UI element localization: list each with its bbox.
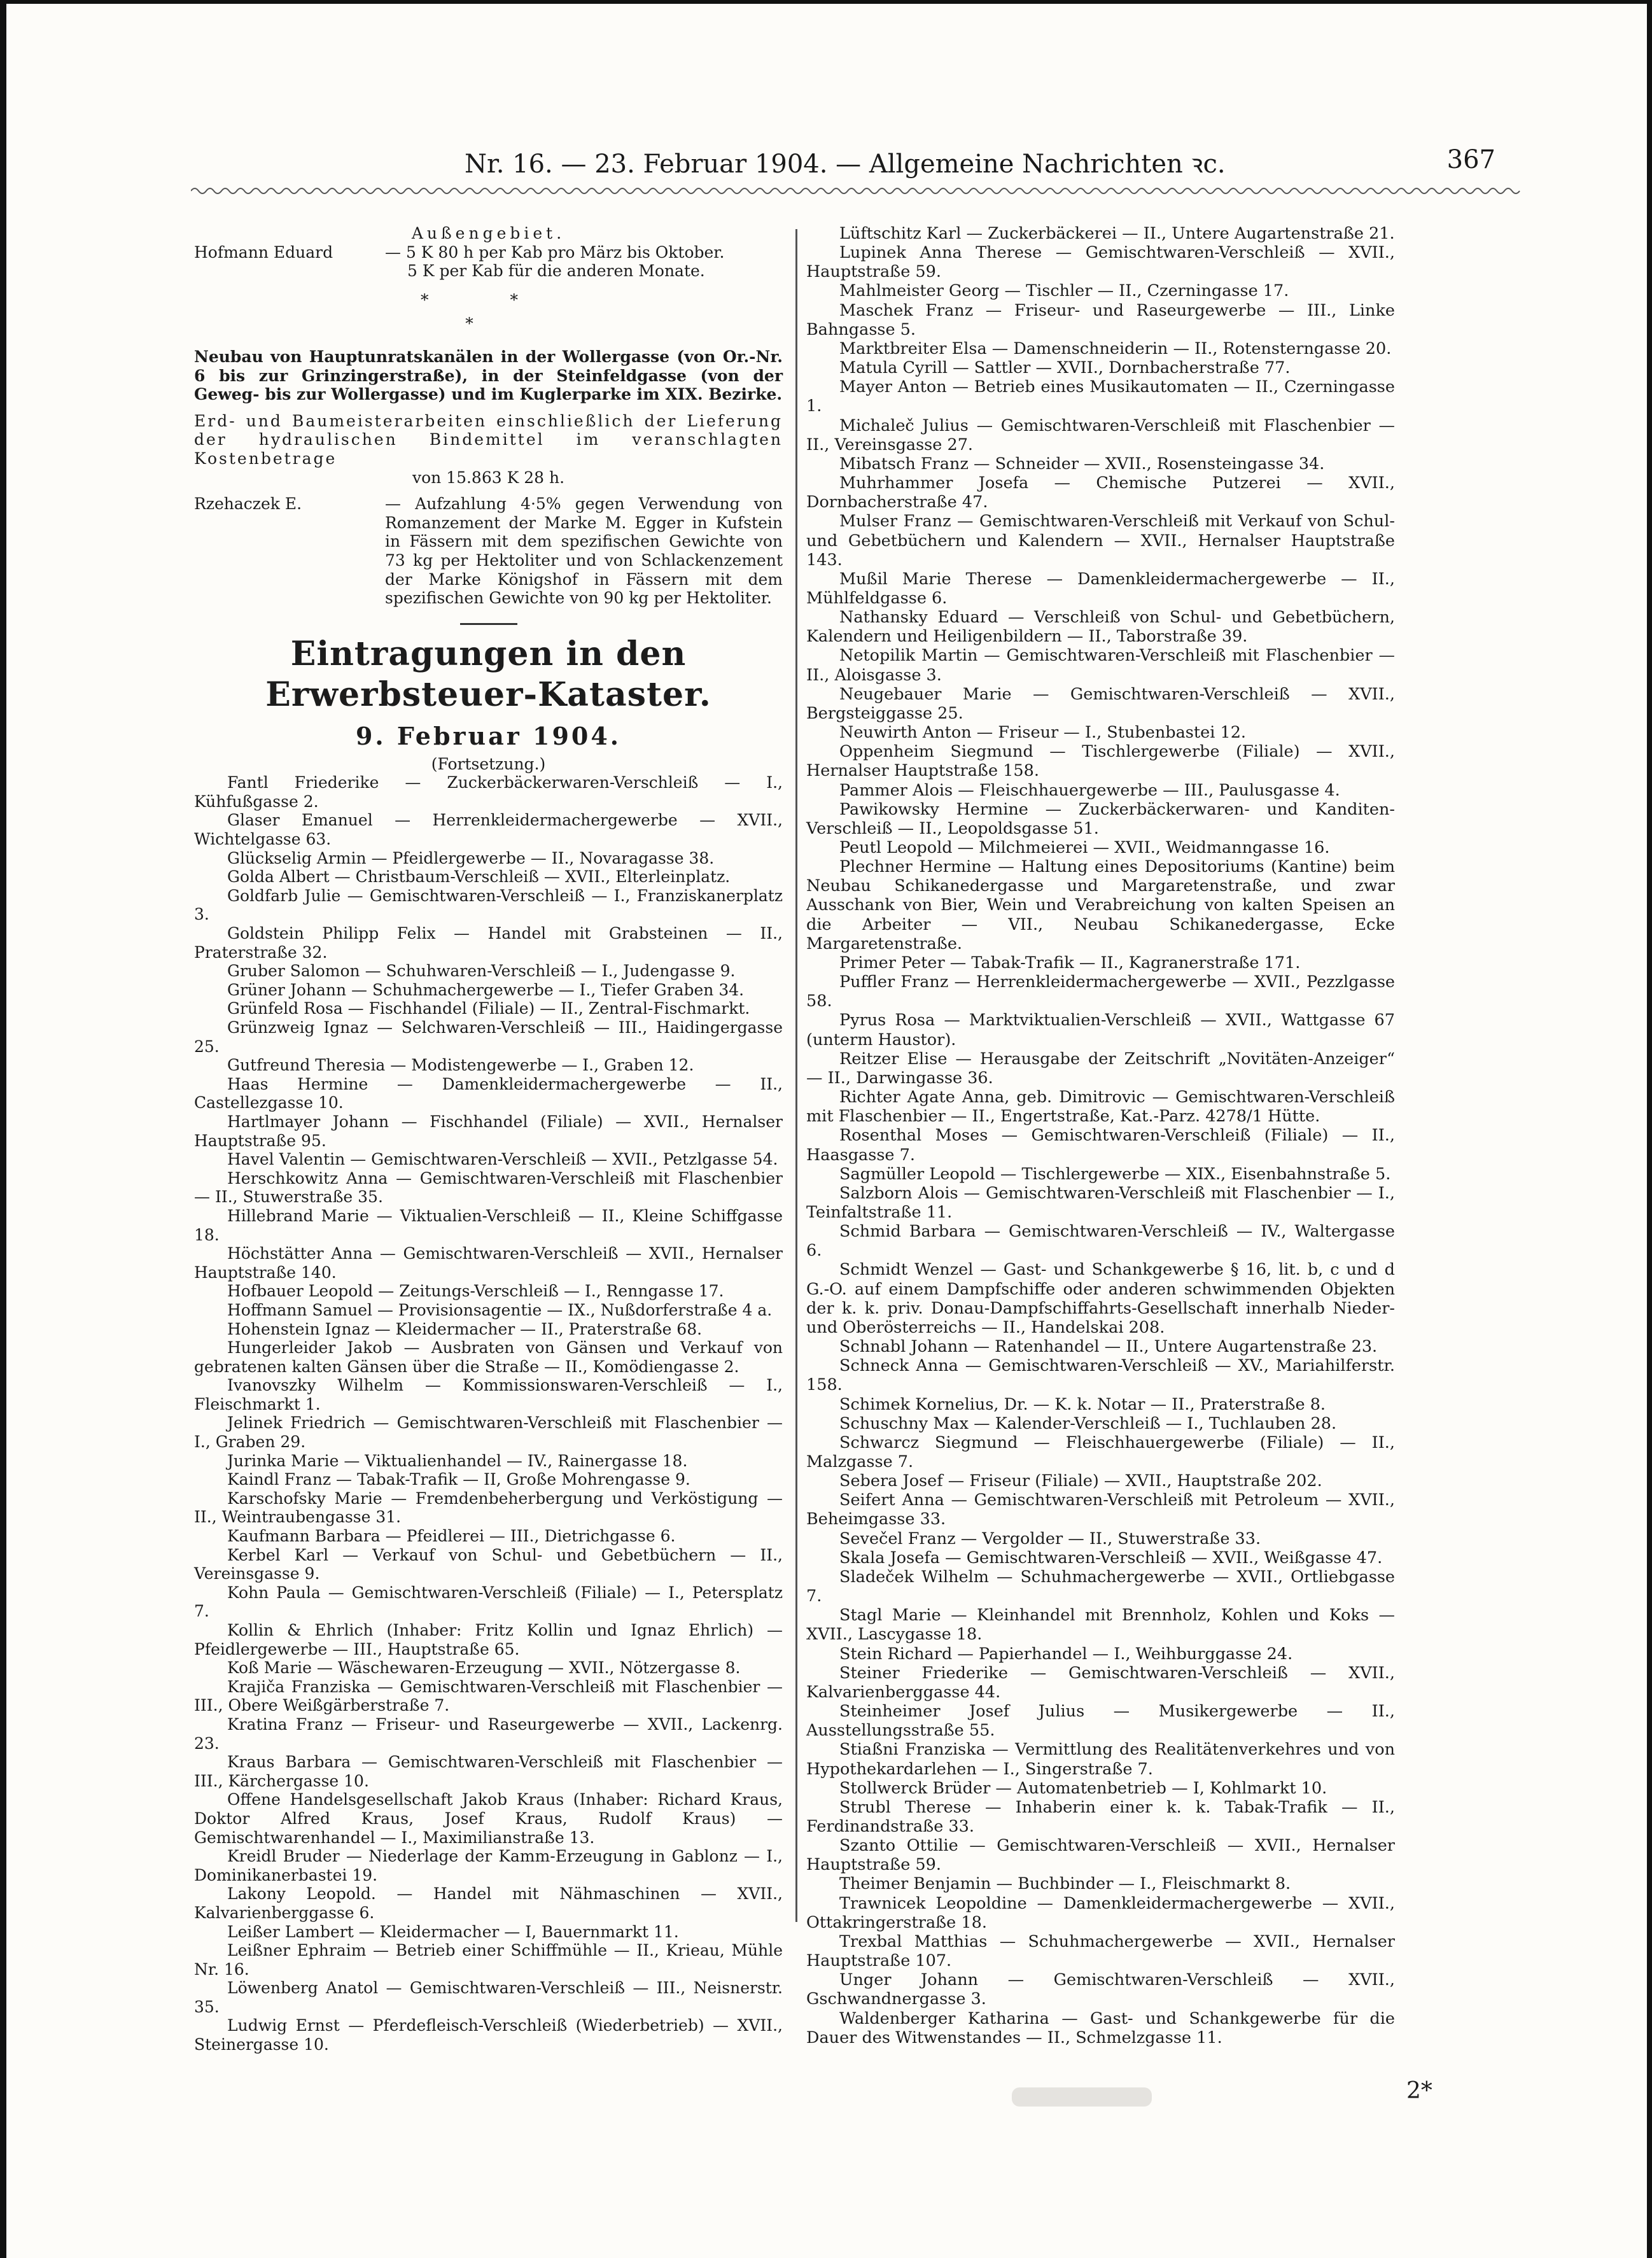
- register-entry: Neuwirth Anton — Friseur — I., Stubenbastei 12.: [839, 723, 1247, 743]
- register-entry: Hartlmayer Johann — Fischhandel (Filiale) — XVII., Hernalser Hauptstraße 95.: [194, 1112, 783, 1150]
- scan-border-left: [0, 0, 6, 2258]
- register-entry: Kreidl Bruder — Niederlage der Kamm-Erzeugung in Gablonz — I., Dominikanerbastei 19.: [194, 1847, 783, 1884]
- register-entry: Glaser Emanuel — Herrenkleidermachergewerbe — XVII., Wichtelgasse 63.: [194, 811, 783, 849]
- section-rule: [460, 623, 517, 625]
- register-entry: Kaindl Franz — Tabak-Trafik — II, Große Mohrengasse 9.: [227, 1470, 690, 1489]
- page-number: 367: [1446, 145, 1495, 174]
- register-entry: Grünfeld Rosa — Fischhandel (Filiale) — II., Zentral-Fischmarkt.: [227, 999, 750, 1018]
- neubau-title: Neubau von Hauptunratskanälen in der Wollergasse (von Or.-Nr. 6 bis zur Grinzingerstraße), in der Steinfeldgasse (von der Geweg- bis zur Wollergasse) und im Kuglerparke im XIX. Bezirke.: [194, 347, 783, 404]
- register-entry: Richter Agate Anna, geb. Dimitrovic — Gemischtwaren-Verschleiß mit Flaschenbier — II., Engertstraße, Kat.-Parz. 4278/1 Hütte.: [806, 1088, 1395, 1126]
- aussengebiet-heading: Außengebiet.: [411, 224, 566, 242]
- register-entry: Gruber Salomon — Schuhwaren-Verschleiß — I., Judengasse 9.: [227, 962, 736, 981]
- register-entry: Matula Cyrill — Sattler — XVII., Dornbacherstraße 77.: [839, 358, 1291, 378]
- register-entry: Schneck Anna — Gemischtwaren-Verschleiß — XV., Mariahilferstr. 158.: [806, 1356, 1395, 1395]
- running-head-text: Nr. 16. — 23. Februar 1904. — Allgemeine Nachrichten ꝛc.: [465, 150, 1226, 179]
- register-entry: Muhrhammer Josefa — Chemische Putzerei — XVII., Dornbacherstraße 47.: [806, 473, 1395, 512]
- register-entry: Schmidt Wenzel — Gast- und Schankgewerbe § 16, lit. b, c und d G.-O. auf einem Dampfschiffe oder anderen schwimmenden Objekten der k. k. priv. Donau-Dampfschiffahrts-Gesellschaft innerhalb Nieder- und Oberösterreichs — II., Handelskai 208.: [806, 1260, 1395, 1337]
- register-entry: Michaleč Julius — Gemischtwaren-Verschleiß mit Flaschenbier — II., Vereinsgasse 27.: [806, 416, 1395, 454]
- register-entry: Gutfreund Theresia — Modistengewerbe — I., Graben 12.: [227, 1056, 694, 1075]
- register-entry: Mahlmeister Georg — Tischler — II., Czerningasse 17.: [839, 281, 1289, 301]
- register-entry: Hoffmann Samuel — Provisionsagentie — IX., Nußdorferstraße 4 a.: [227, 1300, 773, 1319]
- register-entry: Kollin & Ehrlich (Inhaber: Fritz Kollin und Ignaz Ehrlich) — Pfeidlergewerbe — III., Hauptstraße 65.: [194, 1621, 783, 1658]
- register-entry: Golda Albert — Christbaum-Verschleiß — XVII., Elterleinplatz.: [227, 867, 731, 887]
- register-entry: Puffler Franz — Herrenkleidermachergewerbe — XVII., Pezzlgasse 58.: [806, 972, 1395, 1011]
- register-entry: Steiner Friederike — Gemischtwaren-Verschleiß — XVII., Kalvarienberggasse 44.: [806, 1663, 1395, 1702]
- register-entry: Oppenheim Siegmund — Tischlergewerbe (Filiale) — XVII., Hernalser Hauptstraße 158.: [806, 742, 1395, 781]
- register-entry: Lüftschitz Karl — Zuckerbäckerei — II., Untere Augartenstraße 21.: [839, 224, 1395, 243]
- main-title: Eintragungen in den Erwerbsteuer-Kataster.: [265, 634, 711, 714]
- register-entry: Netopilik Martin — Gemischtwaren-Verschleiß mit Flaschenbier — II., Aloisgasse 3.: [806, 646, 1395, 685]
- register-entry: Leißner Ephraim — Betrieb einer Schiffmühle — II., Krieau, Mühle Nr. 16.: [194, 1941, 783, 1979]
- register-entry: Kohn Paula — Gemischtwaren-Verschleiß (Filiale) — I., Petersplatz 7.: [194, 1583, 783, 1621]
- left-entry-list: [194, 773, 783, 2054]
- right-entry-list: [806, 224, 1395, 2047]
- register-entry: Glückselig Armin — Pfeidlergewerbe — II., Novaragasse 38.: [227, 848, 715, 867]
- hofmann-entry: [194, 243, 783, 262]
- register-entry: Kratina Franz — Friseur- und Raseurgewerbe — XVII., Lackenrg. 23.: [194, 1715, 783, 1753]
- register-entry: Stiaßni Franziska — Vermittlung des Realitätenverkehres und von Hypothekardarlehen — I., Singerstraße 7.: [806, 1740, 1395, 1779]
- register-entry: Sebera Josef — Friseur (Filiale) — XVII., Hauptstraße 202.: [839, 1471, 1322, 1491]
- register-entry: Stollwerck Brüder — Automatenbetrieb — I, Kohlmarkt 10.: [839, 1778, 1327, 1798]
- register-entry: Unger Johann — Gemischtwaren-Verschleiß — XVII., Gschwandnergasse 3.: [806, 1970, 1395, 2009]
- register-entry: Lupinek Anna Therese — Gemischtwaren-Verschleiß — XVII., Hauptstraße 59.: [806, 243, 1395, 282]
- ink-smudge: [1012, 2087, 1152, 2107]
- erd-amount: von 15.863 K 28 h.: [412, 468, 565, 487]
- register-entry: Steinheimer Josef Julius — Musikergewerbe — II., Ausstellungsstraße 55.: [806, 1702, 1395, 1741]
- rzehaczek-name: Rzehaczek E.: [194, 494, 302, 514]
- register-entry: Fantl Friederike — Zuckerbäckerwaren-Verschleiß — I., Kühfußgasse 2.: [194, 773, 783, 811]
- register-entry: Kerbel Karl — Verkauf von Schul- und Gebetbüchern — II., Vereinsgasse 9.: [194, 1545, 783, 1583]
- column-divider: [795, 229, 797, 1922]
- fortsetzung-note: (Fortsetzung.): [431, 754, 546, 773]
- register-entry: Sagmüller Leopold — Tischlergewerbe — XIX., Eisenbahnstraße 5.: [839, 1164, 1391, 1184]
- register-entry: Lakony Leopold. — Handel mit Nähmaschinen — XVII., Kalvarienberggasse 6.: [194, 1884, 783, 1922]
- register-entry: Mayer Anton — Betrieb eines Musikautomaten — II., Czerningasse 1.: [806, 377, 1395, 416]
- register-entry: Pyrus Rosa — Marktviktualien-Verschleiß — XVII., Wattgasse 67 (unterm Haustor).: [806, 1011, 1395, 1049]
- register-entry: Primer Peter — Tabak-Trafik — II., Kagranerstraße 171.: [839, 953, 1301, 972]
- register-entry: Pammer Alois — Fleischhauergewerbe — III., Paulusgasse 4.: [839, 780, 1340, 800]
- register-entry: Herschkowitz Anna — Gemischtwaren-Verschleiß mit Flaschenbier — II., Stuwerstraße 35.: [194, 1168, 783, 1207]
- register-entry: Haas Hermine — Damenkleidermachergewerbe — II., Castellezgasse 10.: [194, 1074, 783, 1112]
- register-entry: Schmid Barbara — Gemischtwaren-Verschleiß — IV., Waltergasse 6.: [806, 1222, 1395, 1261]
- register-entry: Sevečel Franz — Vergolder — II., Stuwerstraße 33.: [839, 1529, 1261, 1548]
- register-entry: Löwenberg Anatol — Gemischtwaren-Verschleiß — III., Neisnerstr. 35.: [194, 1979, 783, 2016]
- register-entry: Reitzer Elise — Herausgabe der Zeitschrift „Novitäten-Anzeiger“ — II., Darwingasse 36.: [806, 1049, 1395, 1088]
- right-column: [806, 224, 1395, 2047]
- register-entry: Grüner Johann — Schuhmachergewerbe — I., Tiefer Graben 34.: [227, 980, 745, 999]
- erd-text: Erd- und Baumeisterarbeiten einschließlich der Lieferung der hydraulischen Bindemittel im veranschlagten Kostenbetrage: [194, 411, 783, 468]
- register-entry: Hungerleider Jakob — Ausbraten von Gänsen und Verkauf von gebratenen kalten Gänsen über die Straße — II., Komödiengasse 2.: [194, 1338, 783, 1376]
- register-entry: Peutl Leopold — Milchmeierei — XVII., Weidmanngasse 16.: [839, 838, 1330, 857]
- register-entry: Ivanovszky Wilhelm — Kommissionswaren-Verschleiß — I., Fleischmarkt 1.: [194, 1376, 783, 1413]
- register-entry: Mibatsch Franz — Schneider — XVII., Rosensteingasse 34.: [839, 454, 1325, 473]
- signature-mark: 2*: [1406, 2078, 1432, 2104]
- register-entry: Jurinka Marie — Viktualienhandel — IV., Rainergasse 18.: [227, 1451, 688, 1470]
- left-column: [194, 224, 783, 2054]
- rzehaczek-entry: [194, 494, 783, 608]
- register-entry: Schuschny Max — Kalender-Verschleiß — I., Tuchlauben 28.: [839, 1413, 1337, 1433]
- register-entry: Krajiča Franziska — Gemischtwaren-Verschleiß mit Flaschenbier — III., Obere Weißgärberstraße 7.: [194, 1677, 783, 1715]
- hofmann-name: Hofmann Eduard: [194, 242, 333, 262]
- register-entry: Trexbal Matthias — Schuhmachergewerbe — XVII., Hernalser Hauptstraße 107.: [806, 1932, 1395, 1971]
- register-entry: Stein Richard — Papierhandel — I., Weihburggasse 24.: [839, 1644, 1293, 1664]
- register-entry: Schnabl Johann — Ratenhandel — II., Untere Augartenstraße 23.: [839, 1337, 1378, 1357]
- register-entry: Trawnicek Leopoldine — Damenkleidermachergewerbe — XVII., Ottakringerstraße 18.: [806, 1893, 1395, 1932]
- rzehaczek-text: — Aufzahlung 4·5% gegen Verwendung von Romanzement der Marke M. Egger in Kufstein in Fässern mit dem spezifischen Gewichte von 73 kg per Hektoliter und von Schlackenzement der Marke Königshof in Fässern mit dem spezifischen Gewichte von 90 kg per Hektoliter.: [385, 494, 783, 608]
- register-entry: Seifert Anna — Gemischtwaren-Verschleiß mit Petroleum — XVII., Beheimgasse 33.: [806, 1490, 1395, 1529]
- register-entry: Höchstätter Anna — Gemischtwaren-Verschleiß — XVII., Hernalser Hauptstraße 140.: [194, 1244, 783, 1282]
- register-entry: Plechner Hermine — Haltung eines Depositoriums (Kantine) beim Neubau Schikanedergasse und Margaretenstraße, und zwar Ausschank von Bier, Wein und Verabreichung von kalten Speisen an die Arbeiter — VII., Neubau Schikanedergasse, Ecke Margaretenstraße.: [806, 857, 1395, 953]
- register-entry: Offene Handelsgesellschaft Jakob Kraus (Inhaber: Richard Kraus, Doktor Alfred Kraus, Josef Kraus, Rudolf Kraus) — Gemischtwarenhandel — I., Maximilianstraße 13.: [194, 1790, 783, 1847]
- register-entry: Marktbreiter Elsa — Damenschneiderin — II., Rotensterngasse 20.: [839, 339, 1392, 358]
- scan-border-top: [0, 0, 1652, 4]
- register-entry: Ludwig Ernst — Pferdefleisch-Verschleiß (Wiederbetrieb) — XVII., Steinergasse 10.: [194, 2016, 783, 2054]
- register-entry: Szanto Ottilie — Gemischtwaren-Verschleiß — XVII., Hernalser Hauptstraße 59.: [806, 1836, 1395, 1875]
- register-entry: Hofbauer Leopold — Zeitungs-Verschleiß — I., Renngasse 17.: [227, 1282, 724, 1301]
- header-wavy-rule: [191, 186, 1525, 196]
- register-entry: Waldenberger Katharina — Gast- und Schankgewerbe für die Dauer des Witwenstandes — II., Schmelzgasse 11.: [806, 2009, 1395, 2047]
- separator-stars: * *: [421, 290, 556, 309]
- register-entry: Kaufmann Barbara — Pfeidlerei — III., Dietrichgasse 6.: [227, 1527, 676, 1546]
- register-entry: Hillebrand Marie — Viktualien-Verschleiß — II., Kleine Schiffgasse 18.: [194, 1206, 783, 1244]
- separator-star: *: [465, 314, 512, 333]
- register-entry: Rosenthal Moses — Gemischtwaren-Verschleiß (Filiale) — II., Haasgasse 7.: [806, 1126, 1395, 1165]
- register-entry: Maschek Franz — Friseur- und Raseurgewerbe — III., Linke Bahngasse 5.: [806, 300, 1395, 339]
- register-entry: Mulser Franz — Gemischtwaren-Verschleiß mit Verkauf von Schul- und Gebetbüchern und Kalendern — XVII., Hernalser Hauptstraße 143.: [806, 512, 1395, 570]
- register-entry: Pawikowsky Hermine — Zuckerbäckerwaren- und Kanditen-Verschleiß — II., Leopoldsgasse 51.: [806, 799, 1395, 838]
- register-entry: Skala Josefa — Gemischtwaren-Verschleiß — XVII., Weißgasse 47.: [839, 1548, 1383, 1567]
- register-entry: Stagl Marie — Kleinhandel mit Brennholz, Kohlen und Koks — XVII., Lascygasse 18.: [806, 1606, 1395, 1644]
- register-entry: Mußil Marie Therese — Damenkleidermachergewerbe — II., Mühlfeldgasse 6.: [806, 569, 1395, 608]
- register-entry: Goldstein Philipp Felix — Handel mit Grabsteinen — II., Praterstraße 32.: [194, 924, 783, 962]
- register-entry: Salzborn Alois — Gemischtwaren-Verschleiß mit Flaschenbier — I., Teinfaltstraße 11.: [806, 1183, 1395, 1222]
- register-entry: Nathansky Eduard — Verschleiß von Schul- und Gebetbüchern, Kalendern und Heiligenbildern — II., Taborstraße 39.: [806, 608, 1395, 647]
- register-entry: Neugebauer Marie — Gemischtwaren-Verschleiß — XVII., Bergsteiggasse 25.: [806, 684, 1395, 723]
- hofmann-line-2: 5 K per Kab für die anderen Monate.: [407, 262, 705, 281]
- register-entry: Goldfarb Julie — Gemischtwaren-Verschleiß — I., Franziskanerplatz 3.: [194, 886, 783, 924]
- register-entry: Schwarcz Siegmund — Fleischhauergewerbe (Filiale) — II., Malzgasse 7.: [806, 1433, 1395, 1471]
- register-entry: Strubl Therese — Inhaberin einer k. k. Tabak-Trafik — II., Ferdinandstraße 33.: [806, 1797, 1395, 1836]
- register-entry: Hohenstein Ignaz — Kleidermacher — II., Praterstraße 68.: [227, 1319, 703, 1338]
- scan-border-right: [1647, 0, 1652, 2258]
- register-entry: Havel Valentin — Gemischtwaren-Verschleiß — XVII., Petzlgasse 54.: [227, 1150, 778, 1169]
- date-title: 9. Februar 1904.: [355, 721, 622, 750]
- register-entry: Leißer Lambert — Kleidermacher — I, Bauernmarkt 11.: [227, 1922, 679, 1941]
- register-entry: Theimer Benjamin — Buchbinder — I., Fleischmarkt 8.: [839, 1874, 1291, 1894]
- register-entry: Kraus Barbara — Gemischtwaren-Verschleiß mit Flaschenbier — III., Kärchergasse 10.: [194, 1753, 783, 1790]
- register-entry: Koß Marie — Wäschewaren-Erzeugung — XVII., Nötzergasse 8.: [227, 1658, 741, 1678]
- register-entry: Grünzweig Ignaz — Selchwaren-Verschleiß — III., Haidingergasse 25.: [194, 1018, 783, 1056]
- running-header: [191, 145, 1495, 183]
- register-entry: Sladeček Wilhelm — Schuhmachergewerbe — XVII., Ortliebgasse 7.: [806, 1567, 1395, 1606]
- register-entry: Karschofsky Marie — Fremdenbeherbergung und Verköstigung — II., Weintraubengasse 31.: [194, 1489, 783, 1527]
- hofmann-line-1: — 5 K 80 h per Kab pro März bis Oktober.: [385, 242, 725, 262]
- register-entry: Schimek Kornelius, Dr. — K. k. Notar — II., Praterstraße 8.: [839, 1394, 1326, 1414]
- register-entry: Jelinek Friedrich — Gemischtwaren-Verschleiß mit Flaschenbier — I., Graben 29.: [194, 1413, 783, 1452]
